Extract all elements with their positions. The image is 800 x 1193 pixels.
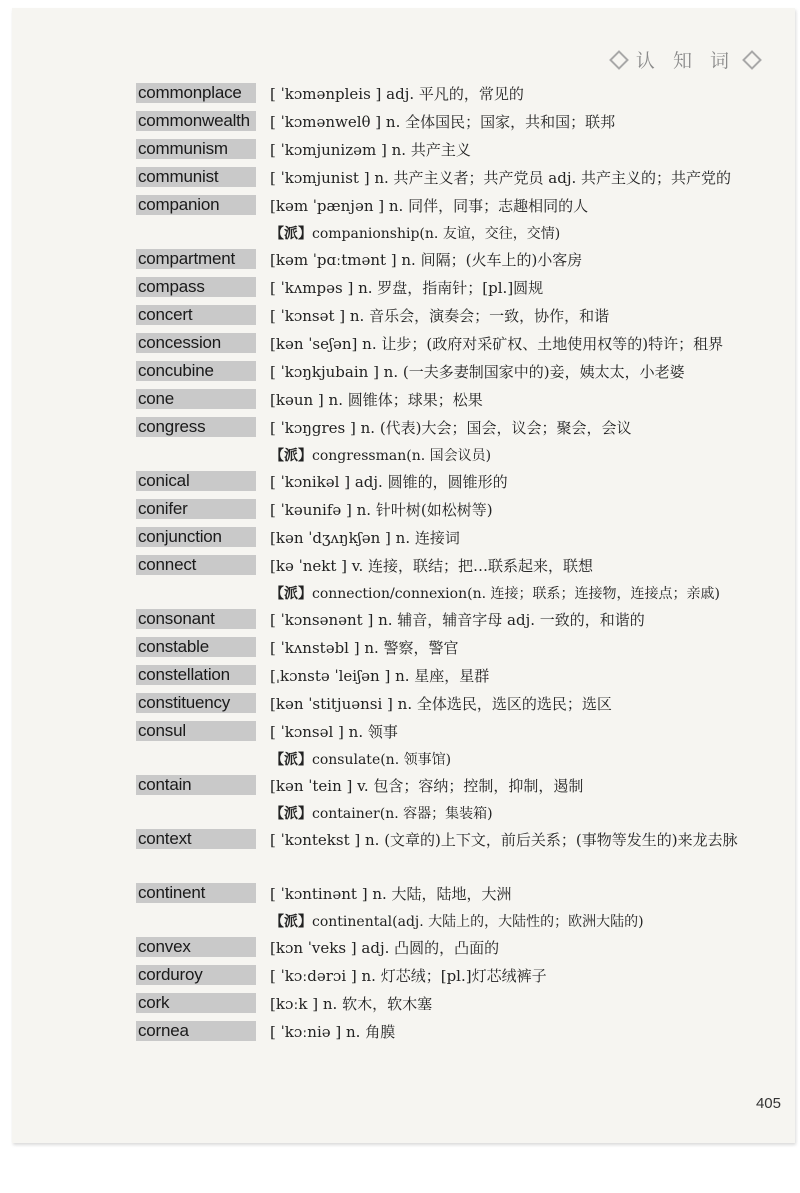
definition: [ ˈkɔnsət ] n. 音乐会，演奏会；一致，协作，和谐 <box>270 307 610 325</box>
definition: [kən ˈstitjuənsi ] n. 全体选民，选区的选民；选区 <box>270 695 612 713</box>
definition: [ ˈkɔːdərɔi ] n. 灯芯绒；[pl.]灯芯绒裤子 <box>270 967 547 985</box>
derived-word: consulate(n. 领事馆) <box>312 752 452 768</box>
entry-row <box>136 935 786 963</box>
headword: consul <box>136 721 256 741</box>
dictionary-entry <box>136 387 786 415</box>
derived-tag: 【派】 <box>270 752 312 768</box>
section-header <box>604 46 767 73</box>
entry-row <box>136 635 786 663</box>
dictionary-entry <box>136 553 786 607</box>
dictionary-entry <box>136 881 786 935</box>
entry-row <box>136 165 786 193</box>
definition: [kɔn ˈveks ] adj. 凸圆的，凸面的 <box>270 939 500 957</box>
headword: commonplace <box>136 83 256 103</box>
headword: conical <box>136 471 256 491</box>
diamond-icon <box>742 50 762 70</box>
derived-word-line <box>270 581 786 607</box>
headword: contain <box>136 775 256 795</box>
headword: conifer <box>136 499 256 519</box>
definition: [ ˈkɔmənwelθ ] n. 全体国民；国家，共和国；联邦 <box>270 113 616 131</box>
dictionary-entry <box>136 635 786 663</box>
dictionary-entry <box>136 1019 786 1047</box>
definition: [kəm ˈpænjən ] n. 同伴，同事；志趣相同的人 <box>270 197 589 215</box>
entry-list <box>136 81 786 1047</box>
definition: [ ˈkɔntinənt ] n. 大陆，陆地，大洲 <box>270 885 512 903</box>
definition: [ ˈkʌmpəs ] n. 罗盘，指南针；[pl.]圆规 <box>270 279 544 297</box>
dictionary-entry <box>136 663 786 691</box>
derived-word-line <box>270 443 786 469</box>
dictionary-entry <box>136 165 786 193</box>
dictionary-entry <box>136 81 786 109</box>
derived-word: container(n. 容器；集装箱) <box>312 806 493 822</box>
entry-row <box>136 773 786 801</box>
dictionary-entry <box>136 193 786 247</box>
headword: communist <box>136 167 256 187</box>
entry-row <box>136 663 786 691</box>
dictionary-entry <box>136 469 786 497</box>
derived-tag: 【派】 <box>270 448 312 464</box>
page-number: 405 <box>755 1095 781 1112</box>
definition: [ ˈkɔntekst ] n. (文章的)上下文，前后关系；(事物等发生的)来龙去脉 <box>270 831 738 849</box>
headword: congress <box>136 417 256 437</box>
definition: [ ˈkɔŋkjubain ] n. (一夫多妻制国家中的)妾，姨太太，小老婆 <box>270 363 685 381</box>
entry-row <box>136 331 786 359</box>
entry-row <box>136 963 786 991</box>
entry-row <box>136 247 786 275</box>
entry-row <box>136 525 786 553</box>
entry-row <box>136 719 786 747</box>
definition: [ ˈkɔmjunizəm ] n. 共产主义 <box>270 141 471 159</box>
entry-row <box>136 359 786 387</box>
headword: compartment <box>136 249 256 269</box>
dictionary-entry <box>136 935 786 963</box>
headword: concert <box>136 305 256 325</box>
definition: [ ˈkəunifə ] n. 针叶树(如松树等) <box>270 501 493 519</box>
definition: [ ˈkɔmjunist ] n. 共产主义者；共产党员 adj. 共产主义的；共产党的 <box>270 169 732 187</box>
derived-tag: 【派】 <box>270 226 312 242</box>
dictionary-entry <box>136 137 786 165</box>
dictionary-entry <box>136 497 786 525</box>
definition: [kəm ˈpɑːtmənt ] n. 间隔；(火车上的)小客房 <box>270 251 583 269</box>
derived-word-line <box>270 909 786 935</box>
definition: [ˌkɔnstə ˈleiʃən ] n. 星座，星群 <box>270 667 490 685</box>
headword: commonwealth <box>136 111 256 131</box>
dictionary-entry <box>136 415 786 469</box>
headword: convex <box>136 937 256 957</box>
derived-word-line <box>270 801 786 827</box>
entry-row <box>136 881 786 909</box>
entry-row <box>136 193 786 221</box>
entry-row <box>136 497 786 525</box>
headword: compass <box>136 277 256 297</box>
diamond-icon <box>609 50 629 70</box>
headword: companion <box>136 195 256 215</box>
section-title: 认 知 词 <box>635 50 735 72</box>
definition: [ ˈkɔnikəl ] adj. 圆锥的，圆锥形的 <box>270 473 508 491</box>
entry-row <box>136 81 786 109</box>
derived-tag: 【派】 <box>270 586 312 602</box>
dictionary-entry <box>136 719 786 773</box>
headword: cornea <box>136 1021 256 1041</box>
derived-word: companionship(n. 友谊，交往，交情) <box>312 226 561 242</box>
entry-row <box>136 387 786 415</box>
definition: [kən ˈdʒʌŋkʃən ] n. 连接词 <box>270 529 460 547</box>
entry-row <box>136 553 786 581</box>
definition: [ ˈkɔnsənənt ] n. 辅音，辅音字母 adj. 一致的，和谐的 <box>270 611 645 629</box>
entry-row <box>136 991 786 1019</box>
dictionary-entry <box>136 275 786 303</box>
headword: concubine <box>136 361 256 381</box>
dictionary-entry <box>136 303 786 331</box>
dictionary-entry <box>136 359 786 387</box>
derived-tag: 【派】 <box>270 914 312 930</box>
derived-word: connection/connexion(n. 连接；联系；连接物，连接点；亲戚) <box>312 586 720 602</box>
entry-row <box>136 827 786 881</box>
headword: constellation <box>136 665 256 685</box>
entry-row <box>136 607 786 635</box>
definition: [ ˈkʌnstəbl ] n. 警察，警官 <box>270 639 459 657</box>
entry-row <box>136 469 786 497</box>
headword: continent <box>136 883 256 903</box>
definition: [kɔːk ] n. 软木，软木塞 <box>270 995 433 1013</box>
dictionary-entry <box>136 109 786 137</box>
headword: constable <box>136 637 256 657</box>
headword: conjunction <box>136 527 256 547</box>
dictionary-entry <box>136 331 786 359</box>
entry-row <box>136 1019 786 1047</box>
headword: corduroy <box>136 965 256 985</box>
definition: [kən ˈseʃən] n. 让步；(政府对采矿权、土地使用权等的)特许；租界 <box>270 335 724 353</box>
dictionary-entry <box>136 525 786 553</box>
dictionary-page <box>12 8 795 1143</box>
headword: constituency <box>136 693 256 713</box>
definition: [kən ˈtein ] v. 包含；容纳；控制，抑制，遏制 <box>270 777 584 795</box>
definition: [ ˈkɔŋgres ] n. (代表)大会；国会，议会；聚会，会议 <box>270 419 632 437</box>
definition: [kə ˈnekt ] v. 连接，联结；把…联系起来，联想 <box>270 557 593 575</box>
headword: cork <box>136 993 256 1013</box>
entry-row <box>136 691 786 719</box>
derived-word: congressman(n. 国会议员) <box>312 448 492 464</box>
definition: [kəun ] n. 圆锥体；球果；松果 <box>270 391 483 409</box>
dictionary-entry <box>136 773 786 827</box>
headword: cone <box>136 389 256 409</box>
derived-word-line <box>270 747 786 773</box>
headword: consonant <box>136 609 256 629</box>
entry-row <box>136 303 786 331</box>
entry-row <box>136 137 786 165</box>
definition: [ ˈkɔːniə ] n. 角膜 <box>270 1023 396 1041</box>
definition: [ ˈkɔnsəl ] n. 领事 <box>270 723 398 741</box>
dictionary-entry <box>136 607 786 635</box>
derived-word-line <box>270 221 786 247</box>
dictionary-entry <box>136 991 786 1019</box>
dictionary-entry <box>136 691 786 719</box>
headword: context <box>136 829 256 849</box>
dictionary-entry <box>136 963 786 991</box>
headword: concession <box>136 333 256 353</box>
headword: communism <box>136 139 256 159</box>
dictionary-entry <box>136 827 786 881</box>
entry-row <box>136 275 786 303</box>
derived-word: continental(adj. 大陆上的，大陆性的；欧洲大陆的) <box>312 914 644 930</box>
dictionary-entry <box>136 247 786 275</box>
definition: [ ˈkɔmənpleis ] adj. 平凡的，常见的 <box>270 85 524 103</box>
entry-row <box>136 415 786 443</box>
headword: connect <box>136 555 256 575</box>
derived-tag: 【派】 <box>270 806 312 822</box>
entry-row <box>136 109 786 137</box>
